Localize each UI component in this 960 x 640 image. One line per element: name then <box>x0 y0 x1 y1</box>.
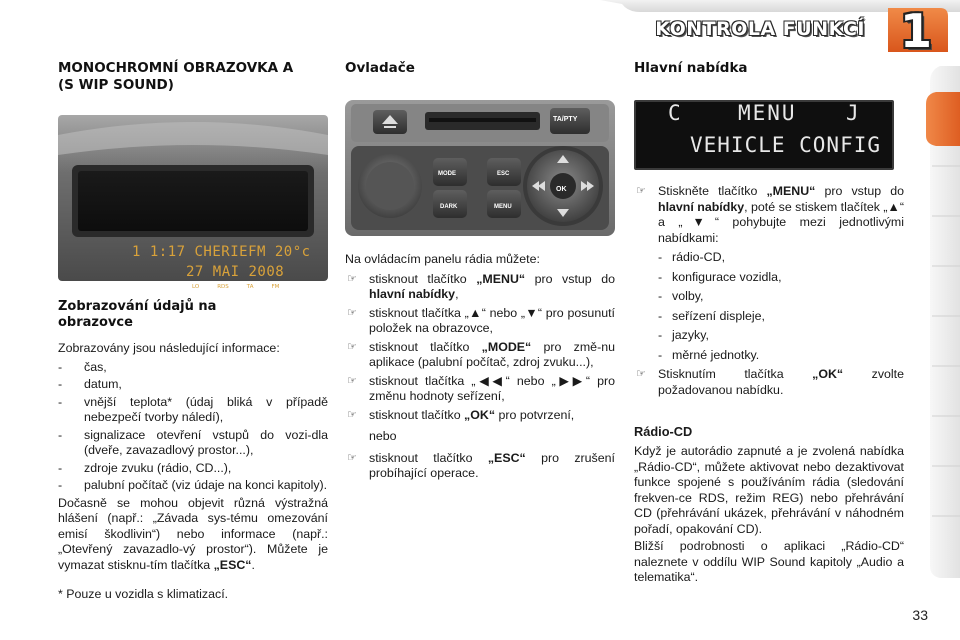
controls-list-esc <box>345 451 615 482</box>
section-heading-controls: Ovladače <box>345 60 415 76</box>
list-item: - měrné jednotky. <box>634 348 904 364</box>
bullet-finger-icon: ☞ <box>636 368 646 380</box>
display-info-list <box>58 360 328 494</box>
arrow-down-icon: ▼ <box>682 215 715 229</box>
arrow-right-icon: ▶▶ <box>555 373 586 388</box>
list-item: - volby, <box>634 289 904 305</box>
column-controls <box>345 60 615 485</box>
column-monochrome-screen <box>58 60 328 603</box>
arrow-left-icon: ◀◀ <box>475 373 506 388</box>
menu-items-list <box>634 250 904 363</box>
bullet-finger-icon: ☞ <box>347 374 357 387</box>
menu-display-row1-right: J <box>846 101 859 125</box>
display-info-intro: Zobrazovány jsou následující informace: <box>58 341 280 355</box>
radio-cd-reference: Bližší podrobnosti o aplikaci „Rádio-CD“ naleznete v oddílu WIP Sound kapitoly „Audio a telematika“. <box>634 539 904 584</box>
ta-pty-button: TA/PTY <box>553 116 578 123</box>
arrow-down-icon: ▼ <box>525 305 538 320</box>
section-heading-monochrome: MONOCHROMNÍ OBRAZOVKA A (S WIP SOUND) <box>58 60 294 93</box>
list-item: - datum, <box>58 377 328 393</box>
main-menu-select <box>634 367 904 398</box>
menu-display-image <box>634 100 894 170</box>
chapter-number: 1 <box>899 4 932 58</box>
display-line-1: 1 1:17 CHERIEFM 20°c <box>132 244 311 260</box>
radio-cd-paragraph: Když je autorádio zapnuté a je zvolená nabídka „Rádio-CD“, můžete aktivovat nebo dezaktivovat funkce spojené s používáním rádia (sledování frekven-ce RDS, režim REG) nebo přehrávání CD (přehrávání ukázek, přehrávání v náhodném pořadí, opakování CD). <box>634 444 904 536</box>
list-item: - zdroje zvuku (rádio, CD...), <box>58 461 328 477</box>
warning-messages-paragraph: Dočasně se mohou objevit různá výstražná hlášení (např.: „Závada sys-tému omezování emisí škodlivin“) nebo informace (např.: „Otevřený zavazadlo-vý prostor“). Můžete je vymazat stisknu-tím tlačítka „ESC“. <box>58 495 328 572</box>
list-item: - signalizace otevření vstupů do vozi-dla (dveře, zavazadlový prostor...), <box>58 428 328 459</box>
esc-button: ESC <box>497 171 510 177</box>
list-item: - konfigurace vozidla, <box>634 270 904 286</box>
list-item: ☞ Stisknutím tlačítka „OK“ zvolte požadovanou nabídku. <box>636 367 904 397</box>
section-heading-main-menu: Hlavní nabídka <box>634 60 748 76</box>
list-item: ☞ stisknout tlačítka „▲“ nebo „▼“ pro posunutí položek na obrazovce, <box>347 305 615 335</box>
ok-button: OK <box>556 186 567 193</box>
main-menu-instructions <box>634 184 904 246</box>
list-item: - čas, <box>58 360 328 376</box>
menu-display-row1-left: C <box>668 101 683 125</box>
bullet-finger-icon: ☞ <box>636 185 646 197</box>
bullet-finger-icon: ☞ <box>347 306 357 319</box>
chapter-title: KONTROLA FUNKCÍ <box>655 18 865 40</box>
section-heading-display-info: Zobrazování údajů na obrazovce <box>58 299 217 330</box>
bullet-finger-icon: ☞ <box>347 408 357 421</box>
display-line-2: 27 MAI 2008 <box>186 264 285 280</box>
list-item: - vnější teplota* (údaj bliká v případě nebezpečí tvorby náledí), <box>58 395 328 426</box>
menu-display-row2: VEHICLE CONFIG <box>690 133 882 157</box>
arrow-up-icon: ▲ <box>887 199 900 214</box>
list-item: - jazyky, <box>634 328 904 344</box>
controls-list <box>345 272 615 424</box>
controls-intro: Na ovládacím panelu rádia můžete: <box>345 252 540 266</box>
display-indicators: LO RDS TA FM <box>192 284 280 290</box>
bullet-finger-icon: ☞ <box>347 451 357 464</box>
list-item: ☞ Stiskněte tlačítko „MENU“ pro vstup do hlavní nabídky, poté se stiskem tlačítek „▲“ a „▼“ pohybujte mezi jednotlivými nabídkami: <box>636 184 905 245</box>
list-item: ☞ stisknout tlačítko „OK“ pro potvrzení, <box>347 407 575 422</box>
mode-button: MODE <box>438 171 456 177</box>
chapter-side-tabs[interactable] <box>926 66 960 578</box>
menu-button: MENU <box>494 204 512 210</box>
or-text: nebo <box>369 429 397 443</box>
menu-display-row1-mid: MENU <box>738 101 797 125</box>
page-number: 33 <box>912 607 928 623</box>
dark-button: DARK <box>440 204 458 210</box>
bullet-finger-icon: ☞ <box>347 340 357 353</box>
control-panel-image <box>345 100 615 236</box>
list-item: - rádio-CD, <box>634 250 904 266</box>
bullet-finger-icon: ☞ <box>347 272 357 285</box>
arrow-up-icon: ▲ <box>468 305 482 320</box>
monochrome-display-image <box>58 115 328 290</box>
list-item: - palubní počítač (viz údaje na konci kapitoly). <box>58 478 328 494</box>
list-item: ☞ stisknout tlačítka „◀◀“ nebo „▶▶“ pro změnu hodnoty seřízení, <box>347 373 615 403</box>
footnote: * Pouze u vozidla s klimatizací. <box>58 587 229 601</box>
list-item: ☞ stisknout tlačítko „ESC“ pro zrušení probíhající operace. <box>347 450 615 480</box>
section-heading-radio-cd: Rádio-CD <box>634 424 693 439</box>
list-item: ☞ stisknout tlačítko „MODE“ pro změ-nu aplikace (palubní počítač, zdroj zvuku...), <box>347 339 615 369</box>
list-item: ☞ stisknout tlačítko „MENU“ pro vstup do hlavní nabídky, <box>347 271 615 301</box>
list-item: - seřízení displeje, <box>634 309 904 325</box>
column-main-menu <box>634 60 904 586</box>
